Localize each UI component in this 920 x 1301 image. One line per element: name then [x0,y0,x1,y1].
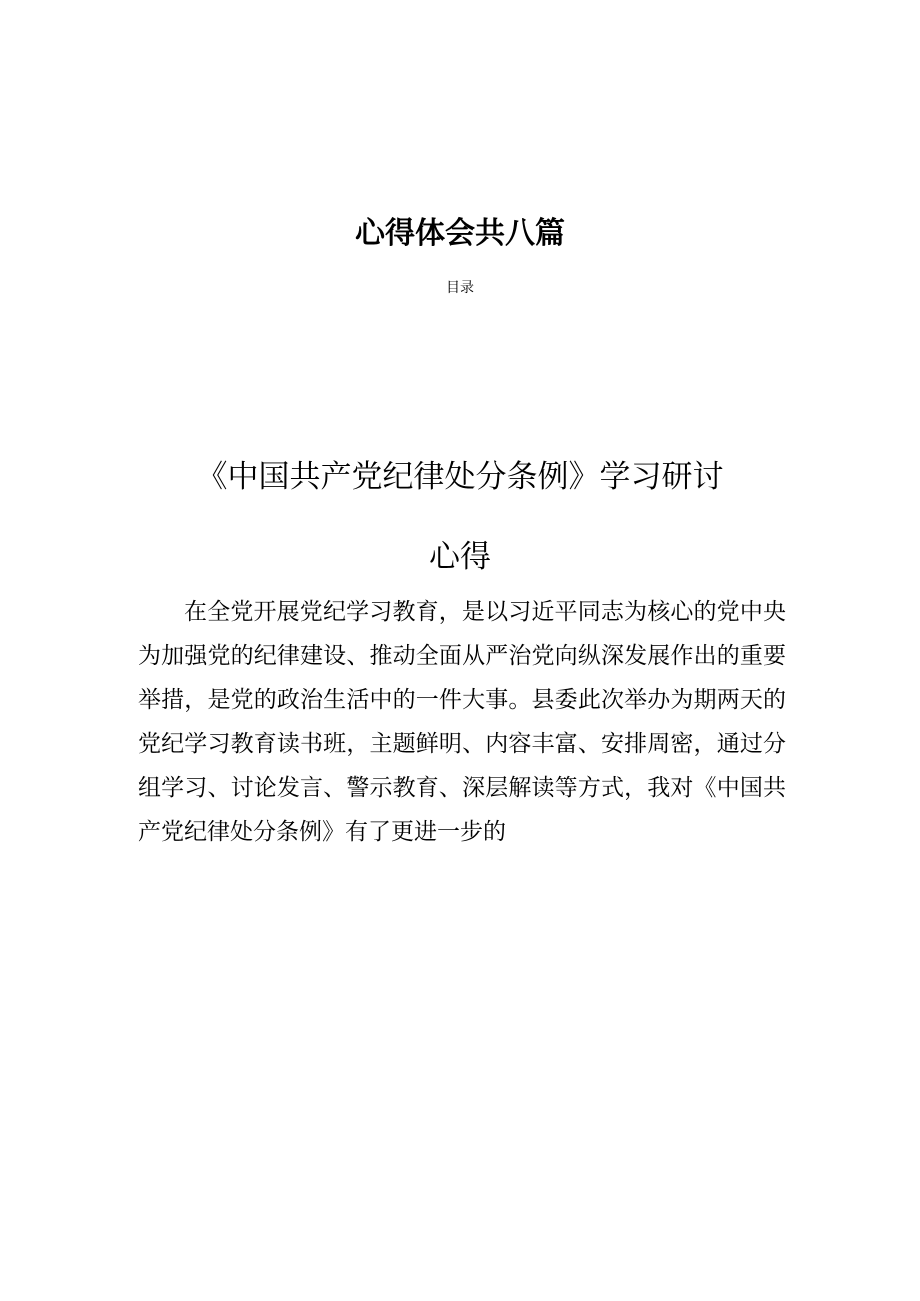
toc-label: 目录 [446,280,474,296]
article-title-line-2: 心得 [429,539,491,575]
document-title: 心得体会共八篇 [355,216,565,251]
article-body-paragraph: 在全党开展党纪学习教育，是以习近平同志为核心的党中央为加强党的纪律建设、推动全面从严治党向纵深发展作出的重要举措，是党的政治生活中的一件大事。县委此次举办为期两天的党纪学习教育读书班，主题鲜明、内容丰富、安排周密，通过分组学习、讨论发言、警示教育、深层解读等方式，我对《中国共产党纪律处分条例》有了更进一步的 [138,599,786,845]
article-title-line-1: 《中国共产党纪律处分条例》学习研讨 [196,459,724,495]
